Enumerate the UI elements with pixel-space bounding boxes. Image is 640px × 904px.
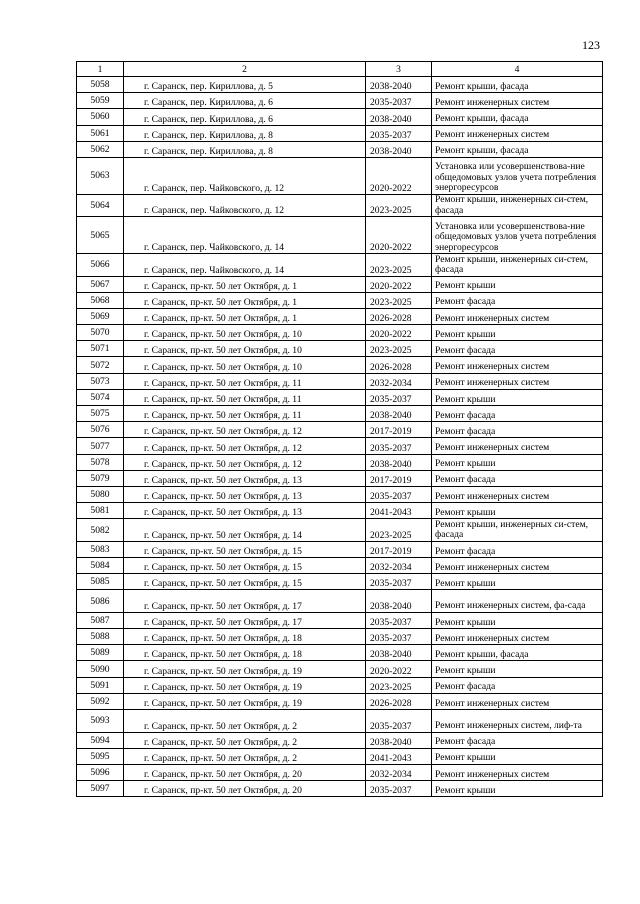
work-type-cell: Ремонт инженерных систем (432, 486, 603, 502)
work-type-cell: Ремонт крыши (432, 612, 603, 628)
row-number-cell: 5085 (77, 574, 124, 590)
row-number-cell: 5074 (77, 389, 124, 405)
row-number-cell: 5075 (77, 406, 124, 422)
address-cell: г. Саранск, пр-кт. 50 лет Октября, д. 13 (124, 503, 366, 519)
table-row (77, 558, 603, 574)
years-cell: 2038-2040 (366, 109, 432, 125)
address-cell: г. Саранск, пер. Кириллова, д. 6 (124, 109, 366, 125)
table-body (77, 77, 603, 797)
address-cell: г. Саранск, пер. Кириллова, д. 6 (124, 93, 366, 109)
years-cell: 2041-2043 (366, 748, 432, 764)
table-row (77, 470, 603, 486)
work-type-cell: Ремонт инженерных систем, лиф-та (432, 710, 603, 733)
work-type-cell: Ремонт крыши (432, 503, 603, 519)
years-cell: 2035-2037 (366, 781, 432, 797)
table-row (77, 254, 603, 277)
row-number-cell: 5087 (77, 612, 124, 628)
address-cell: г. Саранск, пр-кт. 50 лет Октября, д. 1 (124, 308, 366, 324)
row-number-cell: 5073 (77, 373, 124, 389)
address-cell: г. Саранск, пр-кт. 50 лет Октября, д. 2 (124, 732, 366, 748)
address-cell: г. Саранск, пр-кт. 50 лет Октября, д. 17 (124, 612, 366, 628)
work-type-cell: Ремонт крыши (432, 454, 603, 470)
table-row (77, 590, 603, 613)
work-type-cell: Ремонт инженерных систем (432, 125, 603, 141)
table-row (77, 486, 603, 502)
row-number-cell: 5068 (77, 292, 124, 308)
work-type-cell: Установка или усовершенствова-ние общедомовых узлов учета потребления энергоресурсов (432, 217, 603, 254)
work-type-cell: Ремонт фасада (432, 406, 603, 422)
work-type-cell: Ремонт фасада (432, 732, 603, 748)
years-cell: 2035-2037 (366, 389, 432, 405)
years-cell: 2023-2025 (366, 341, 432, 357)
address-cell: г. Саранск, пр-кт. 50 лет Октября, д. 15 (124, 574, 366, 590)
years-cell: 2035-2037 (366, 574, 432, 590)
address-cell: г. Саранск, пр-кт. 50 лет Октября, д. 11 (124, 406, 366, 422)
work-type-cell: Ремонт инженерных систем (432, 373, 603, 389)
row-number-cell: 5097 (77, 781, 124, 797)
row-number-cell: 5079 (77, 470, 124, 486)
header-cell-3: 3 (366, 62, 432, 77)
table-row (77, 629, 603, 645)
work-type-cell: Ремонт крыши, инженерных си-стем, фасада (432, 519, 603, 542)
address-cell: г. Саранск, пр-кт. 50 лет Октября, д. 11 (124, 389, 366, 405)
table-row (77, 677, 603, 693)
row-number-cell: 5082 (77, 519, 124, 542)
row-number-cell: 5084 (77, 558, 124, 574)
row-number-cell: 5062 (77, 141, 124, 157)
address-cell: г. Саранск, пр-кт. 50 лет Октября, д. 18 (124, 645, 366, 661)
work-type-cell: Ремонт крыши, фасада (432, 109, 603, 125)
table-row (77, 541, 603, 557)
table-row (77, 217, 603, 254)
address-cell: г. Саранск, пр-кт. 50 лет Октября, д. 19 (124, 661, 366, 677)
row-number-cell: 5083 (77, 541, 124, 557)
table-row (77, 454, 603, 470)
row-number-cell: 5080 (77, 486, 124, 502)
work-type-cell: Ремонт инженерных систем (432, 558, 603, 574)
years-cell: 2023-2025 (366, 254, 432, 277)
address-cell: г. Саранск, пр-кт. 50 лет Октября, д. 2 (124, 748, 366, 764)
table-row (77, 406, 603, 422)
work-type-cell: Ремонт фасада (432, 341, 603, 357)
table-row (77, 157, 603, 194)
row-number-cell: 5088 (77, 629, 124, 645)
work-type-cell: Ремонт инженерных систем (432, 357, 603, 373)
years-cell: 2020-2022 (366, 217, 432, 254)
row-number-cell: 5058 (77, 77, 124, 93)
years-cell: 2023-2025 (366, 194, 432, 217)
work-type-cell: Ремонт фасада (432, 677, 603, 693)
header-row (77, 62, 603, 77)
table-row (77, 438, 603, 454)
years-cell: 2035-2037 (366, 93, 432, 109)
work-type-cell: Ремонт крыши (432, 574, 603, 590)
address-cell: г. Саранск, пр-кт. 50 лет Октября, д. 10 (124, 341, 366, 357)
work-type-cell: Ремонт инженерных систем (432, 693, 603, 709)
row-number-cell: 5065 (77, 217, 124, 254)
address-cell: г. Саранск, пер. Кириллова, д. 5 (124, 77, 366, 93)
years-cell: 2038-2040 (366, 454, 432, 470)
page-number: 123 (582, 38, 600, 52)
years-cell: 2038-2040 (366, 590, 432, 613)
table-row (77, 519, 603, 542)
years-cell: 2041-2043 (366, 503, 432, 519)
work-type-cell: Ремонт крыши (432, 748, 603, 764)
row-number-cell: 5061 (77, 125, 124, 141)
work-type-cell: Ремонт фасада (432, 470, 603, 486)
address-cell: г. Саранск, пр-кт. 50 лет Октября, д. 18 (124, 629, 366, 645)
address-cell: г. Саранск, пр-кт. 50 лет Октября, д. 11 (124, 373, 366, 389)
work-type-cell: Ремонт крыши (432, 781, 603, 797)
row-number-cell: 5076 (77, 422, 124, 438)
years-cell: 2032-2034 (366, 764, 432, 780)
table-row (77, 125, 603, 141)
years-cell: 2020-2022 (366, 661, 432, 677)
address-cell: г. Саранск, пер. Чайковского, д. 12 (124, 157, 366, 194)
table-row (77, 693, 603, 709)
header-cell-4: 4 (432, 62, 603, 77)
address-cell: г. Саранск, пер. Кириллова, д. 8 (124, 141, 366, 157)
years-cell: 2026-2028 (366, 308, 432, 324)
work-type-cell: Ремонт инженерных систем (432, 629, 603, 645)
table-row (77, 308, 603, 324)
address-cell: г. Саранск, пер. Чайковского, д. 14 (124, 254, 366, 277)
table-row (77, 194, 603, 217)
years-cell: 2038-2040 (366, 645, 432, 661)
header-cell-1: 1 (77, 62, 124, 77)
work-type-cell: Ремонт крыши (432, 661, 603, 677)
table-row (77, 422, 603, 438)
work-type-cell: Ремонт инженерных систем, фа-сада (432, 590, 603, 613)
table-row (77, 748, 603, 764)
address-cell: г. Саранск, пр-кт. 50 лет Октября, д. 10 (124, 357, 366, 373)
table-row (77, 93, 603, 109)
address-cell: г. Саранск, пр-кт. 50 лет Октября, д. 2 (124, 710, 366, 733)
table-row (77, 781, 603, 797)
table-row (77, 503, 603, 519)
years-cell: 2035-2037 (366, 486, 432, 502)
row-number-cell: 5091 (77, 677, 124, 693)
row-number-cell: 5066 (77, 254, 124, 277)
row-number-cell: 5096 (77, 764, 124, 780)
row-number-cell: 5070 (77, 325, 124, 341)
work-type-cell: Ремонт инженерных систем (432, 438, 603, 454)
row-number-cell: 5063 (77, 157, 124, 194)
years-cell: 2023-2025 (366, 519, 432, 542)
years-cell: 2023-2025 (366, 292, 432, 308)
work-type-cell: Ремонт крыши, инженерных си-стем, фасада (432, 194, 603, 217)
address-cell: г. Саранск, пр-кт. 50 лет Октября, д. 12 (124, 438, 366, 454)
address-cell: г. Саранск, пер. Кириллова, д. 8 (124, 125, 366, 141)
address-cell: г. Саранск, пр-кт. 50 лет Октября, д. 20 (124, 781, 366, 797)
years-cell: 2035-2037 (366, 629, 432, 645)
work-type-cell: Ремонт инженерных систем (432, 764, 603, 780)
years-cell: 2035-2037 (366, 438, 432, 454)
work-type-cell: Ремонт крыши, фасада (432, 77, 603, 93)
address-cell: г. Саранск, пр-кт. 50 лет Октября, д. 12 (124, 422, 366, 438)
address-cell: г. Саранск, пер. Чайковского, д. 14 (124, 217, 366, 254)
table-row (77, 732, 603, 748)
address-cell: г. Саранск, пр-кт. 50 лет Октября, д. 19 (124, 693, 366, 709)
years-cell: 2020-2022 (366, 157, 432, 194)
row-number-cell: 5086 (77, 590, 124, 613)
address-cell: г. Саранск, пр-кт. 50 лет Октября, д. 10 (124, 325, 366, 341)
row-number-cell: 5077 (77, 438, 124, 454)
table-row (77, 574, 603, 590)
row-number-cell: 5094 (77, 732, 124, 748)
work-type-cell: Ремонт фасада (432, 541, 603, 557)
row-number-cell: 5069 (77, 308, 124, 324)
work-type-cell: Ремонт фасада (432, 292, 603, 308)
address-cell: г. Саранск, пр-кт. 50 лет Октября, д. 1 (124, 276, 366, 292)
years-cell: 2035-2037 (366, 125, 432, 141)
work-type-cell: Ремонт крыши (432, 389, 603, 405)
years-cell: 2038-2040 (366, 141, 432, 157)
header-cell-2: 2 (124, 62, 366, 77)
table-row (77, 612, 603, 628)
row-number-cell: 5081 (77, 503, 124, 519)
years-cell: 2026-2028 (366, 693, 432, 709)
work-type-cell: Ремонт инженерных систем (432, 93, 603, 109)
address-cell: г. Саранск, пр-кт. 50 лет Октября, д. 13 (124, 486, 366, 502)
years-cell: 2038-2040 (366, 406, 432, 422)
work-type-cell: Ремонт крыши (432, 325, 603, 341)
years-cell: 2026-2028 (366, 357, 432, 373)
row-number-cell: 5078 (77, 454, 124, 470)
years-cell: 2035-2037 (366, 710, 432, 733)
years-cell: 2017-2019 (366, 422, 432, 438)
address-cell: г. Саранск, пр-кт. 50 лет Октября, д. 17 (124, 590, 366, 613)
years-cell: 2020-2022 (366, 325, 432, 341)
address-cell: г. Саранск, пр-кт. 50 лет Октября, д. 1 (124, 292, 366, 308)
address-cell: г. Саранск, пр-кт. 50 лет Октября, д. 19 (124, 677, 366, 693)
address-cell: г. Саранск, пр-кт. 50 лет Октября, д. 15 (124, 558, 366, 574)
table-row (77, 325, 603, 341)
table-row (77, 373, 603, 389)
work-type-cell: Ремонт крыши, фасада (432, 141, 603, 157)
table-row (77, 661, 603, 677)
address-cell: г. Саранск, пр-кт. 50 лет Октября, д. 13 (124, 470, 366, 486)
row-number-cell: 5089 (77, 645, 124, 661)
table-row (77, 764, 603, 780)
years-cell: 2032-2034 (366, 558, 432, 574)
address-cell: г. Саранск, пер. Чайковского, д. 12 (124, 194, 366, 217)
address-cell: г. Саранск, пр-кт. 50 лет Октября, д. 15 (124, 541, 366, 557)
table-row (77, 292, 603, 308)
row-number-cell: 5060 (77, 109, 124, 125)
years-cell: 2023-2025 (366, 677, 432, 693)
row-number-cell: 5067 (77, 276, 124, 292)
work-type-cell: Установка или усовершенствова-ние общедомовых узлов учета потребления энергоресурсов (432, 157, 603, 194)
work-type-cell: Ремонт инженерных систем (432, 308, 603, 324)
years-cell: 2020-2022 (366, 276, 432, 292)
row-number-cell: 5059 (77, 93, 124, 109)
work-type-cell: Ремонт крыши, фасада (432, 645, 603, 661)
table-row (77, 141, 603, 157)
row-number-cell: 5093 (77, 710, 124, 733)
table-row (77, 357, 603, 373)
years-cell: 2038-2040 (366, 77, 432, 93)
address-cell: г. Саранск, пр-кт. 50 лет Октября, д. 14 (124, 519, 366, 542)
table-row (77, 276, 603, 292)
years-cell: 2017-2019 (366, 541, 432, 557)
years-cell: 2017-2019 (366, 470, 432, 486)
years-cell: 2038-2040 (366, 732, 432, 748)
address-cell: г. Саранск, пр-кт. 50 лет Октября, д. 20 (124, 764, 366, 780)
table-row (77, 109, 603, 125)
repair-schedule-table (76, 61, 603, 797)
row-number-cell: 5072 (77, 357, 124, 373)
table-row (77, 710, 603, 733)
row-number-cell: 5090 (77, 661, 124, 677)
row-number-cell: 5092 (77, 693, 124, 709)
years-cell: 2032-2034 (366, 373, 432, 389)
row-number-cell: 5095 (77, 748, 124, 764)
table-row (77, 77, 603, 93)
address-cell: г. Саранск, пр-кт. 50 лет Октября, д. 12 (124, 454, 366, 470)
row-number-cell: 5071 (77, 341, 124, 357)
work-type-cell: Ремонт крыши (432, 276, 603, 292)
row-number-cell: 5064 (77, 194, 124, 217)
table-row (77, 341, 603, 357)
years-cell: 2035-2037 (366, 612, 432, 628)
work-type-cell: Ремонт фасада (432, 422, 603, 438)
table-row (77, 645, 603, 661)
table-row (77, 389, 603, 405)
work-type-cell: Ремонт крыши, инженерных си-стем, фасада (432, 254, 603, 277)
